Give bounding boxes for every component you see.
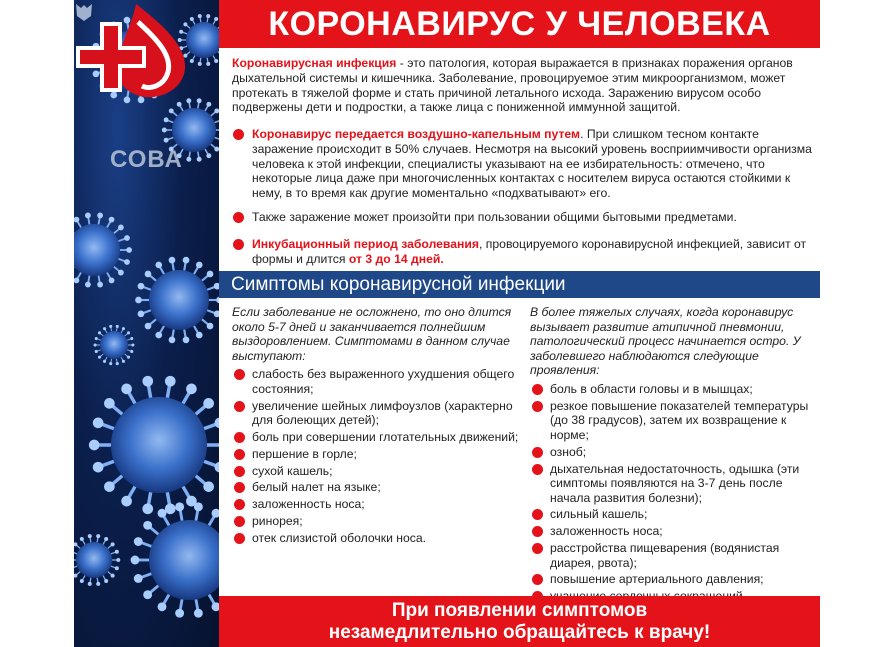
- bullet-dot-icon: [532, 509, 543, 520]
- bullet-dot-icon: [234, 401, 245, 412]
- bullet-dot-icon: [234, 499, 245, 510]
- bullet-dot-icon: [532, 384, 543, 395]
- symptom-text: першение в горле;: [252, 446, 357, 461]
- point-lead: Коронавирус передается воздушно-капельным путем: [252, 127, 581, 141]
- bullet-dot-icon: [233, 129, 244, 140]
- symptom-text: слабость без выраженного ухудшения общего состояния;: [252, 367, 515, 396]
- virus-particle: [131, 502, 219, 617]
- intro-paragraph: [232, 56, 818, 115]
- bullet-dot-icon: [234, 516, 245, 527]
- symptom-text: белый налет на языке;: [252, 480, 381, 495]
- mild-symptoms-column: [232, 305, 522, 548]
- footer-banner: [219, 596, 820, 647]
- symptom-item: [530, 541, 818, 570]
- owl-logo-icon: [74, 0, 94, 22]
- mild-symptom-list: [232, 367, 522, 545]
- brand-logo-text: СОВА: [110, 146, 183, 173]
- bullet-dot-icon: [234, 432, 245, 443]
- point-text: , провоцируемого коронавирусной инфекцией, зависит от формы и длится: [252, 237, 807, 266]
- symptom-text: увеличение шейных лимфоузлов (характерно для болеющих детей);: [252, 398, 513, 428]
- symptom-text: повышение артериального давления;: [550, 572, 764, 587]
- footer-line-1: При появлении симптомов: [391, 600, 648, 621]
- severe-symptoms-column: [530, 305, 818, 606]
- bullet-dot-icon: [234, 533, 245, 544]
- symptom-item: [232, 367, 522, 396]
- symptoms-heading: Симптомы коронавирусной инфекции: [219, 271, 820, 298]
- bullet-dot-icon: [532, 464, 543, 475]
- symptom-text: озноб;: [550, 444, 587, 459]
- mild-lead: Если заболевание не осложнено, то оно длится около 5-7 дней и заканчивается полнейшим выздоровлением. Симптомами в данном случае выступают:: [232, 305, 512, 363]
- bullet-dot-icon: [532, 447, 543, 458]
- symptom-text: отек слизистой оболочки носа.: [252, 530, 427, 545]
- symptom-item: [530, 462, 818, 506]
- intro-text: - это патология, которая выражается в признаках поражения органов дыхательной системы и кишечника. Заболевание, провоцируемое этим микроорганизмом, может протекать в тяжелой форме и стать причиной летального исхода. Заражению вирусом особо подвержены дети и подростки, а также лица с пониженной иммунной защитой.: [232, 56, 793, 115]
- bullet-dot-icon: [233, 239, 244, 250]
- virus-particle: [89, 376, 219, 514]
- symptom-item: [530, 524, 818, 539]
- virus-particle: [94, 325, 135, 365]
- symptom-item: [530, 445, 818, 460]
- bullet-dot-icon: [532, 526, 543, 537]
- symptom-text: боль в области головы и в мышцах;: [550, 381, 753, 396]
- point-text: . При слишком тесном контакте заражение происходит в 50% случаев. Несмотря на высокий уровень восприимчивости организма человека к этой инфекции, специалисты указывают на ее избирательность: отмечено, что некоторые лица даже при многочисленных контактах с носителем вируса остаются стойкими к нему, в то время как другие моментально «подхватывают» его.: [252, 127, 812, 201]
- symptom-item: [530, 572, 818, 587]
- virus-particle: [135, 257, 219, 343]
- point-tail: от 3 до 14 дней.: [348, 251, 444, 266]
- point-text: Также заражение может произойти при пользовании общими бытовыми предметами.: [252, 210, 737, 224]
- symptom-item: [232, 430, 522, 445]
- symptom-text: заложенность носа;: [252, 497, 365, 512]
- symptom-text: расстройства пищеварения (водянистая диарея, рвота);: [550, 541, 780, 570]
- virus-particle: [74, 534, 120, 586]
- symptom-item: [232, 514, 522, 529]
- symptom-text: сухой кашель;: [252, 463, 333, 478]
- symptom-text: дыхательная недостаточность, одышка (эти симптомы появляются на 3-7 день после начала развития болезни);: [550, 461, 800, 505]
- page-title: КОРОНАВИРУС У ЧЕЛОВЕКА: [219, 0, 820, 48]
- intro-lead: Коронавирусная инфекция: [232, 56, 397, 70]
- symptom-text: резкое повышение показателей температуры (до 38 градусов), затем их возвращение к норме;: [550, 398, 809, 442]
- symptom-item: [232, 497, 522, 512]
- symptom-item: [530, 382, 818, 397]
- symptom-item: [232, 399, 522, 428]
- symptom-item: [232, 447, 522, 462]
- severe-symptom-list: [530, 382, 818, 604]
- point-transmission: [252, 127, 816, 201]
- point-lead: Инкубационный период заболевания: [252, 237, 480, 251]
- bullet-dot-icon: [532, 543, 543, 554]
- symptom-text: боль при совершении глотательных движений;: [252, 430, 519, 445]
- symptom-text: заложенность носа;: [550, 524, 663, 539]
- symptom-item: [530, 399, 818, 443]
- point-incubation: [252, 237, 816, 267]
- symptom-text: сильный кашель;: [550, 507, 648, 522]
- symptom-item: [232, 480, 522, 495]
- bullet-dot-icon: [532, 574, 543, 585]
- bullet-dot-icon: [234, 449, 245, 460]
- severe-lead: В более тяжелых случаях, когда коронавирус вызывает развитие атипичной пневмонии, патологический процесс начинается остро. У заболевшего наблюдаются следующие проявления:: [530, 305, 801, 378]
- symptom-text: ринорея;: [252, 514, 303, 529]
- bullet-dot-icon: [234, 482, 245, 493]
- point-household: [252, 210, 816, 225]
- symptom-item: [530, 507, 818, 522]
- bullet-dot-icon: [532, 401, 543, 412]
- bullet-dot-icon: [233, 212, 244, 223]
- virus-particle: [74, 213, 132, 288]
- bullet-dot-icon: [234, 369, 245, 380]
- footer-line-2: незамедлительно обращайтесь к врачу!: [328, 622, 711, 643]
- symptom-item: [232, 464, 522, 479]
- poster: [74, 0, 820, 647]
- symptom-item: [232, 531, 522, 546]
- bullet-dot-icon: [234, 466, 245, 477]
- virus-side-panel: [74, 0, 219, 647]
